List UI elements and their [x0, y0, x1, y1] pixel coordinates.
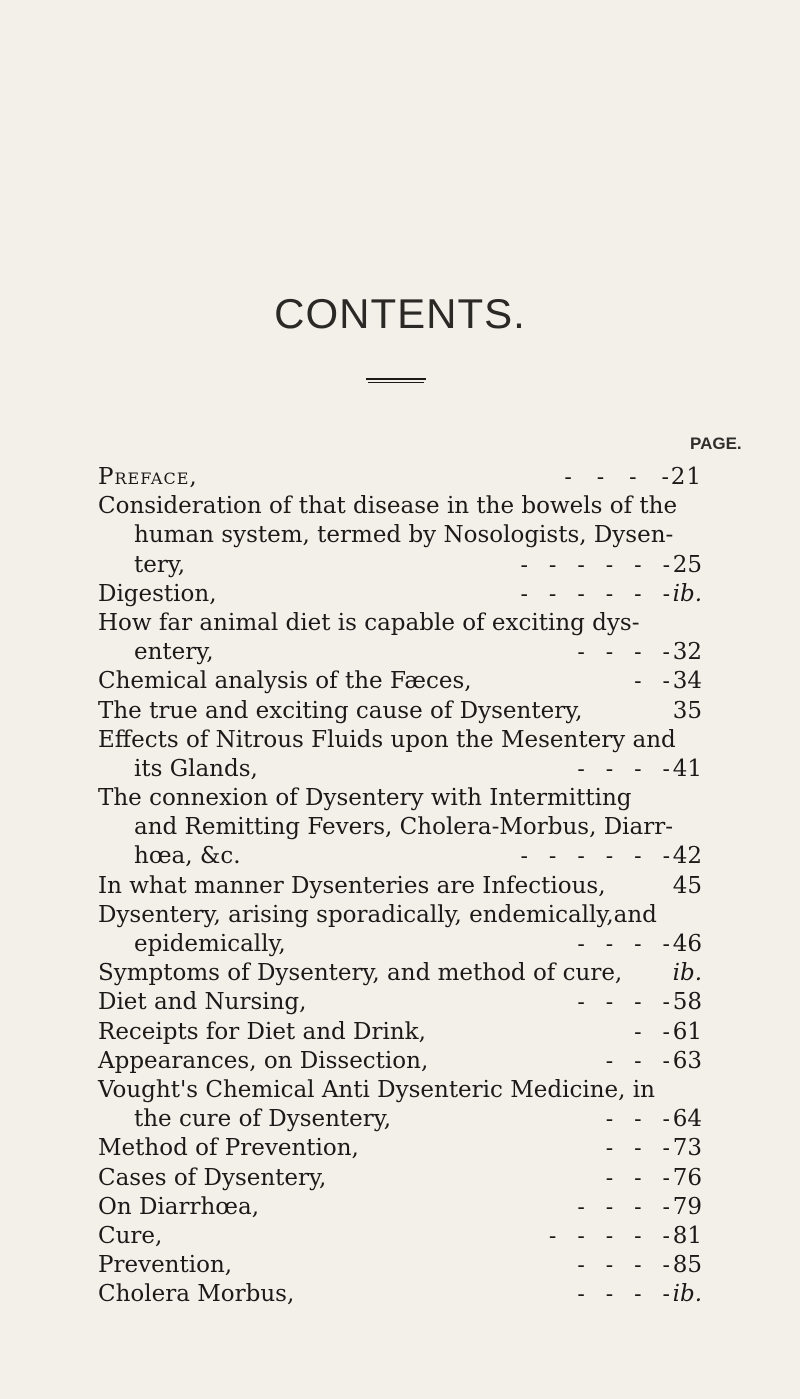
- toc-entry: [0, 580, 800, 609]
- title-rule: [366, 378, 426, 380]
- toc-page-number: 32: [672, 639, 702, 666]
- toc-page-number: 41: [672, 755, 702, 782]
- toc-page-number: ib.: [672, 1281, 702, 1308]
- toc-entry-text: Prevention, - - - - 85: [98, 1251, 800, 1280]
- toc-leader-dashes: - - - -: [577, 990, 670, 1016]
- toc-entry-text: the cure of Dysentery, - - - 64: [134, 1105, 800, 1134]
- toc-entry-text: human system, termed by Nosologists, Dysen-: [134, 522, 674, 549]
- toc-entry-text: Preface, - - - - 21: [98, 463, 800, 492]
- toc-entry-text: and Remitting Fevers, Cholera-Morbus, Diarr-: [134, 814, 674, 841]
- toc-entry-text: Cholera Morbus, - - - - ib.: [98, 1280, 800, 1309]
- toc-entry: [0, 609, 800, 667]
- toc-leader-dashes: - - -: [605, 1136, 670, 1162]
- toc-entry-text: The connexion of Dysentery with Intermitting: [98, 785, 632, 812]
- page-column-heading: PAGE.: [690, 434, 742, 453]
- toc-page-number: ib.: [672, 580, 702, 607]
- toc-page-number: 85: [672, 1252, 702, 1279]
- toc-entry-text: tery, - - - - - - 25: [134, 551, 800, 580]
- toc-entry-text: Dysentery, arising sporadically, endemically,and: [98, 901, 657, 928]
- toc-leader-dashes: - -: [634, 1019, 670, 1045]
- toc-leader-dashes: - - - -: [577, 1253, 670, 1279]
- toc-entry-text: Diet and Nursing, - - - - 58: [98, 988, 800, 1017]
- toc-leader-dashes: - - - - - -: [520, 581, 670, 607]
- toc-page-number: 42: [672, 843, 702, 870]
- toc-leader-dashes: - - - -: [577, 1194, 670, 1220]
- toc-leader-dashes: - - - -: [564, 465, 670, 490]
- toc-entry-text: Digestion, - - - - - - ib.: [98, 580, 800, 609]
- toc-entry: [0, 784, 800, 872]
- toc-entry-text: How far animal diet is capable of exciting dys-: [98, 609, 640, 636]
- toc-leader-dashes: - - - - -: [548, 1223, 670, 1249]
- toc-entry-text: Receipts for Diet and Drink, - - 61: [98, 1018, 800, 1047]
- toc-entry-text: The true and exciting cause of Dysentery, 35: [98, 697, 800, 726]
- toc-entry-text: Consideration of that disease in the bowels of the: [98, 493, 678, 520]
- toc-page-number: 63: [672, 1047, 702, 1074]
- toc-entry: [0, 492, 800, 580]
- toc-entry-text: Effects of Nitrous Fluids upon the Mesentery and: [98, 726, 676, 753]
- title-rule-thin: [368, 382, 424, 383]
- toc-entry: [0, 1222, 800, 1251]
- toc-entry-text: Vought's Chemical Anti Dysenteric Medicine, in: [98, 1076, 655, 1103]
- toc-entry-text: its Glands, - - - - 41: [134, 755, 800, 784]
- toc-entry-text: Symptoms of Dysentery, and method of cure, ib.: [98, 959, 800, 988]
- page-title: CONTENTS.: [274, 290, 526, 337]
- toc-entry: [0, 1076, 800, 1134]
- toc-leader-dashes: - - - -: [577, 640, 670, 666]
- toc-entry: [0, 463, 800, 492]
- toc-entry-text: In what manner Dysenteries are Infectious, 45: [98, 872, 800, 901]
- toc-entry: [0, 959, 800, 988]
- toc-entry-text: On Diarrhœa, - - - - 79: [98, 1193, 800, 1222]
- toc-page-number: 21: [670, 464, 702, 490]
- toc-entry: [0, 1047, 800, 1076]
- toc-entry-text: Cases of Dysentery, - - - 76: [98, 1164, 800, 1193]
- toc-leader-dashes: - - - - - -: [520, 844, 670, 870]
- toc-entry: [0, 1164, 800, 1193]
- toc-entry: [0, 697, 800, 726]
- toc-entry: [0, 901, 800, 959]
- toc-leader-dashes: - - - -: [577, 756, 670, 782]
- toc-entry: [0, 1193, 800, 1222]
- toc-entry-text: Chemical analysis of the Fæces, - - 34: [98, 667, 800, 696]
- toc-entry: [0, 1251, 800, 1280]
- toc-leader-dashes: - - - -: [577, 1282, 670, 1308]
- toc-entry: [0, 1134, 800, 1163]
- toc-entry-text: Cure, - - - - - 81: [98, 1222, 800, 1251]
- toc-entry-text: Appearances, on Dissection, - - - 63: [98, 1047, 800, 1076]
- toc-page-number: 35: [672, 697, 702, 724]
- toc-leader-dashes: - - -: [605, 1048, 670, 1074]
- toc-leader-dashes: - - - - - -: [520, 552, 670, 578]
- toc-entry: [0, 988, 800, 1017]
- toc-page-number: 46: [672, 931, 702, 957]
- toc-page-number: 76: [672, 1164, 702, 1191]
- toc-entry: [0, 1018, 800, 1047]
- toc-page-number: 34: [672, 668, 702, 695]
- toc-leader-dashes: - - -: [605, 1165, 670, 1191]
- toc-page-number: 73: [672, 1135, 702, 1162]
- toc-page-number: 81: [672, 1222, 702, 1249]
- toc-entry-text: entery, - - - - 32: [134, 638, 800, 667]
- toc-page-number: 61: [672, 1018, 702, 1045]
- toc-leader-dashes: - - -: [605, 1107, 670, 1133]
- toc-entry: [0, 726, 800, 784]
- toc-entry-text: Method of Prevention, - - - 73: [98, 1134, 800, 1163]
- toc-page-number: 25: [672, 551, 702, 578]
- toc-page-number: 45: [672, 872, 702, 899]
- toc-entry: [0, 872, 800, 901]
- toc-entry: [0, 667, 800, 696]
- toc-entry-text: epidemically, - - - - 46: [134, 930, 800, 959]
- toc-entry: [0, 1280, 800, 1309]
- toc-entry-text: hœa, &c. - - - - - - 42: [134, 842, 800, 871]
- toc-leader-dashes: - -: [634, 669, 670, 695]
- toc-page-number: 58: [672, 989, 702, 1016]
- toc-page-number: 79: [672, 1193, 702, 1220]
- table-of-contents: [0, 463, 800, 1309]
- toc-page-number: 64: [672, 1106, 702, 1133]
- toc-page-number: ib.: [672, 960, 702, 987]
- toc-leader-dashes: - - - -: [577, 932, 670, 957]
